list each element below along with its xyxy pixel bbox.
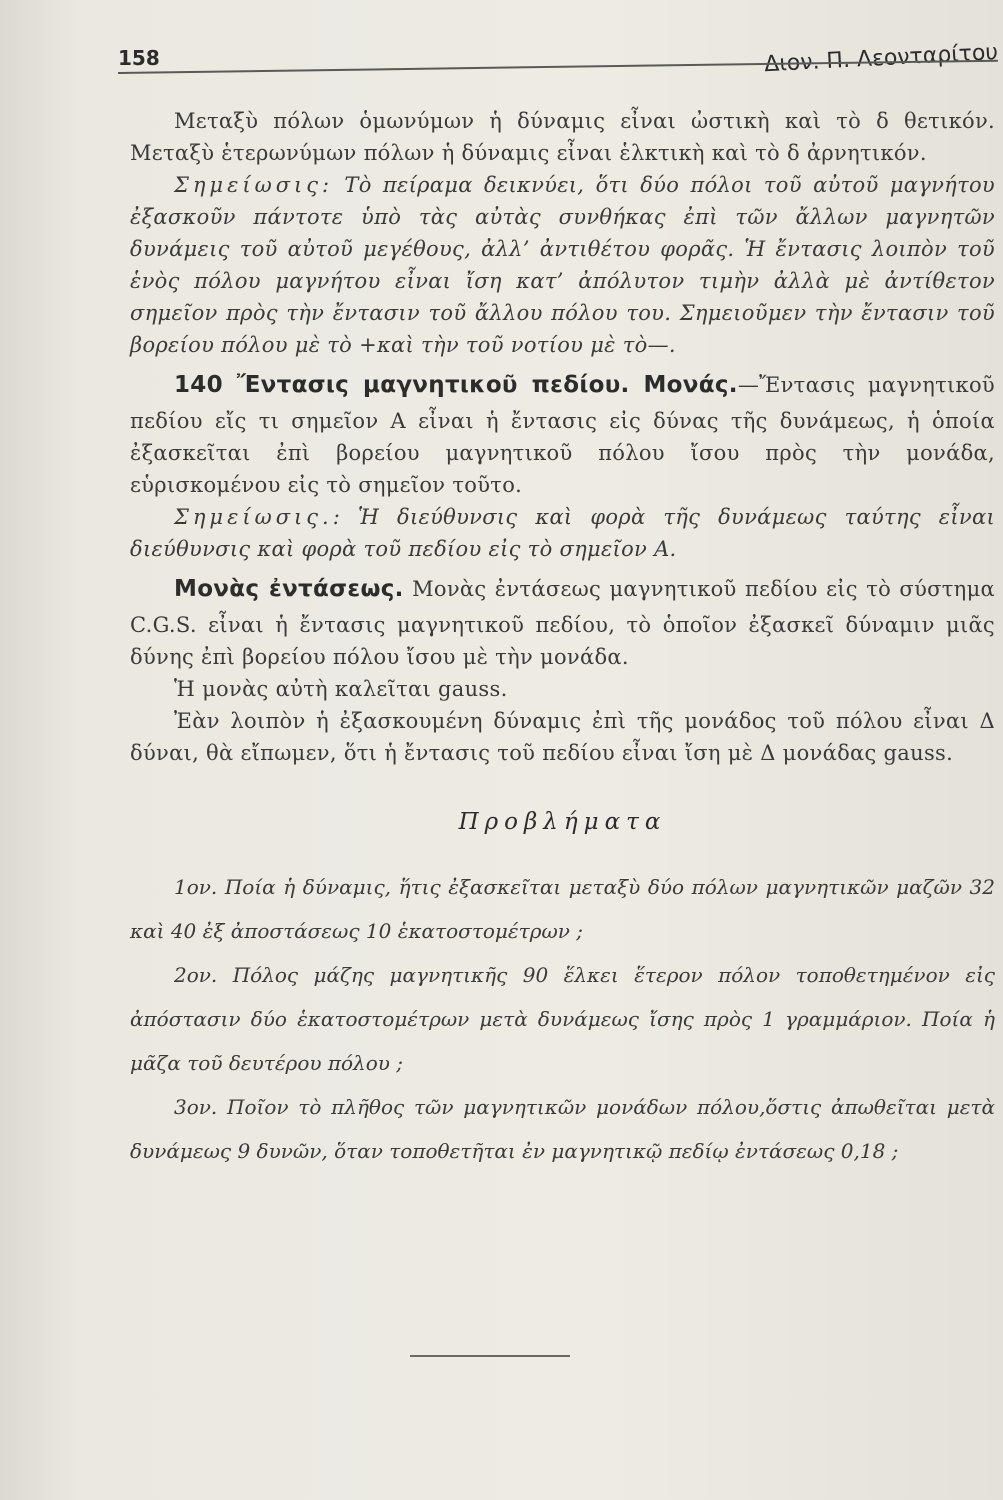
running-head: Διον. Π. Λεονταρίτου: [763, 40, 999, 78]
page-body: [130, 105, 995, 1173]
unit-text: Μονὰς ἐντάσεως μαγνητικοῦ πεδίου εἰς τὸ σύστημα C.G.S. εἶναι ἡ ἔντασις μαγνητικοῦ πεδίου, τὸ ὁποῖον ἐξασκεῖ δύναμιν μιᾶς δύνης ἐπὶ βορείου πόλου ἴσου μὲ τὴν μονάδα.: [130, 577, 995, 669]
unit-heading: Μονὰς ἐντάσεως.: [174, 576, 404, 602]
gauss-paragraph: Ἡ μονὰς αὐτὴ καλεῖται gauss.: [174, 677, 508, 701]
note-paragraph-2: [130, 501, 995, 565]
section-140-text: —Ἔντασις μαγνητικοῦ πεδίου εἴς τι σημεῖον Α εἶναι ἡ ἔντασις εἰς δύνας τῆς δυνάμεως, ἡ ὁποία ἐξασκεῖται ἐπὶ βορείου μαγνητικοῦ πόλου ἴσου πρὸς τὴν μονάδα, εὑρισκομένου εἰς τὸ σημεῖον τοῦτο.: [130, 373, 995, 497]
page-number: 158: [118, 46, 160, 70]
problem-3: 3ον. Ποῖον τὸ πλῆθος τῶν μαγνητικῶν μονάδων πόλου,ὅστις ἀπωθεῖται μετὰ δυνάμεως 9 δυνῶν, ὅταν τοποθετῆται ἐν μαγνητικῷ πεδίῳ ἐντάσεως 0,18 ;: [130, 1095, 995, 1163]
section-140: [130, 365, 995, 501]
note-text-1: Τὸ πείραμα δεικνύει, ὅτι δύο πόλοι τοῦ αὐτοῦ μαγνήτου ἐξασκοῦν πάντοτε ὑπὸ τὰς αὐτὰς συνθήκας ἐπὶ τῶν ἄλλων μαγνητῶν δυνάμεις τοῦ αὐτοῦ μεγέθους, ἀλλ’ ἀντιθέτου φορᾶς. Ἡ ἔντασις λοιπὸν τοῦ ἑνὸς πόλου μαγνήτου εἶναι ἴση κατ’ ἀπόλυτον τιμὴν ἀλλὰ μὲ ἀντίθετον σημεῖον πρὸς τὴν ἔντασιν τοῦ ἄλλου πόλου του. Σημειοῦμεν τὴν ἔντασιν τοῦ βορείου πόλου μὲ τὸ +καὶ τὴν τοῦ νοτίου μὲ τὸ—.: [130, 173, 995, 357]
problems-title: Προβλήματα: [458, 809, 667, 835]
end-rule: [410, 1355, 570, 1357]
unit-paragraph: [130, 569, 995, 673]
paragraph-poles: Μεταξὺ πόλων ὁμωνύμων ἡ δύναμις εἶναι ὠστικὴ καὶ τὸ δ θετικόν. Μεταξὺ ἑτερωνύμων πόλων ἡ δύναμις εἶναι ἑλκτικὴ καὶ τὸ δ ἀρνητικόν.: [130, 109, 995, 165]
note-text-2: : Ἡ διεύθυνσις καὶ φορὰ τῆς δυνάμεως ταύτης εἶναι διεύθυνσις καὶ φορὰ τοῦ πεδίου εἰς τὸ σημεῖον Α.: [130, 505, 995, 561]
problem-2: 2ον. Πόλος μάζης μαγνητικῆς 90 ἕλκει ἕτερον πόλον τοποθετημένον εἰς ἀπόστασιν δύο ἑκατοστομέτρων μετὰ δυνάμεως ἴσης πρὸς 1 γραμμάριον. Ποία ἡ μᾶζα τοῦ δευτέρου πόλου ;: [130, 963, 995, 1075]
note-label-1: Σημείωσις:: [174, 173, 334, 197]
note-paragraph-1: [130, 169, 995, 361]
note-label-2: Σημείωσις.: [174, 505, 333, 529]
field-value-paragraph: Ἐὰν λοιπὸν ἡ ἐξασκουμένη δύναμις ἐπὶ τῆς μονάδος τοῦ πόλου εἶναι Δ δύναι, θὰ εἴπωμεν, ὅτι ἡ ἔντασις τοῦ πεδίου εἶναι ἴση μὲ Δ μονάδας gauss.: [130, 709, 995, 765]
section-140-heading: 140 Ἔντασις μαγνητικοῦ πεδίου. Μονάς.: [174, 372, 738, 398]
problem-1: 1ον. Ποία ἡ δύναμις, ἥτις ἐξασκεῖται μεταξὺ δύο πόλων μαγνητικῶν μαζῶν 32 καὶ 40 ἐξ ἀποστάσεως 10 ἑκατοστομέτρων ;: [130, 875, 995, 943]
